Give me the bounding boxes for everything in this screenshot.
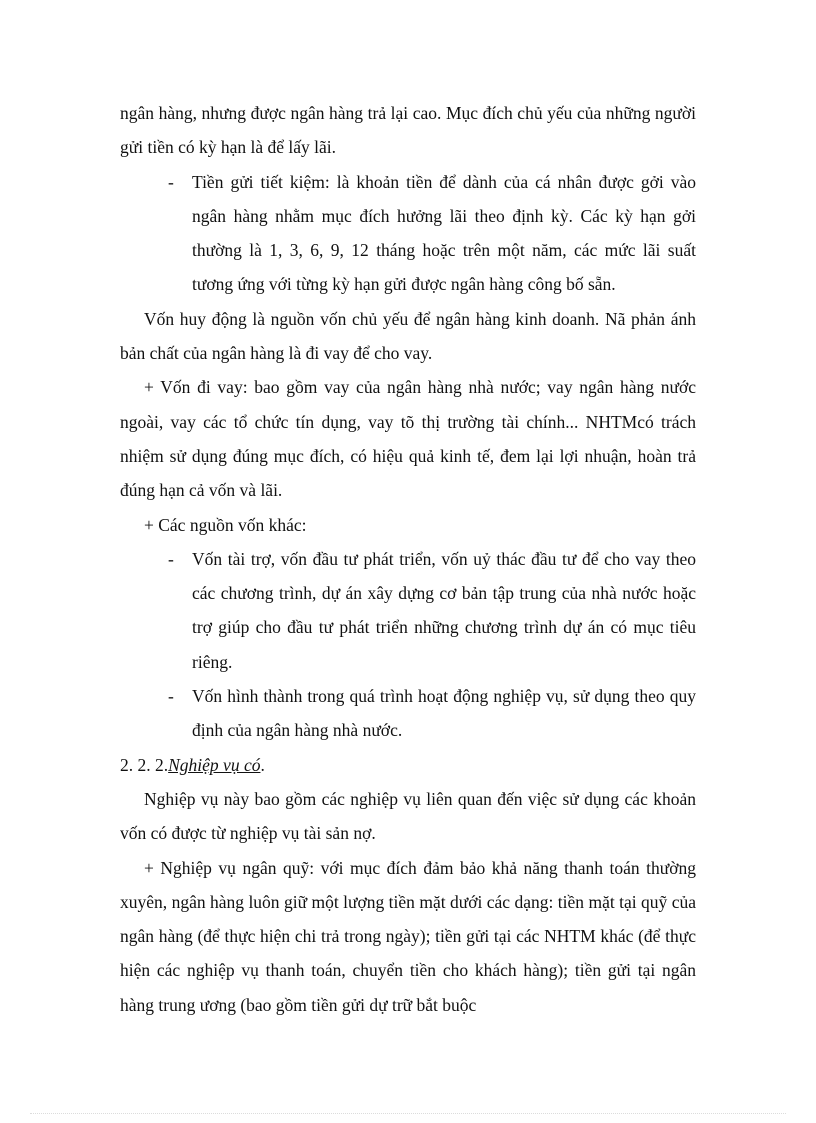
bullet-text: Vốn hình thành trong quá trình hoạt động nghiệp vụ, sử dụng theo quy định của ngân hàng nhà nước.: [192, 686, 696, 741]
bullet-operational-capital: [120, 679, 696, 748]
bullet-text: Vốn tài trợ, vốn đầu tư phát triển, vốn uỷ thác đầu tư để cho vay theo các chương trình, dự án xây dựng cơ bản tập trung của nhà nước hoặc trợ giúp cho đầu tư phát triển những chương trình dự án có mục tiêu riêng.: [192, 548, 696, 672]
bullet-savings-deposit: [120, 165, 696, 302]
bullet-dash: -: [168, 171, 174, 192]
paragraph-borrowed-capital: + Vốn đi vay: bao gồm vay của ngân hàng nhà nước; vay ngân hàng nước ngoài, vay các tổ chức tín dụng, vay tõ thị trường tài chính... NHTMcó trách nhiệm sử dụng đúng mục đích, có hiệu quả kinh tế, đem lại lợi nhuận, hoàn trả đúng hạn cả vốn và lãi.: [120, 377, 696, 501]
section-heading: [120, 748, 696, 782]
document-body: [120, 96, 696, 1022]
paragraph-term-deposit-end: ngân hàng, nhưng được ngân hàng trả lại cao. Mục đích chủ yếu của những người gửi tiền có kỳ hạn là để lấy lãi.: [120, 103, 696, 158]
bullet-dash: -: [168, 686, 174, 707]
bullet-dash: -: [168, 548, 174, 569]
section-number: 2. 2. 2.: [120, 754, 169, 775]
paragraph-mobilized-capital: Vốn huy động là nguồn vốn chủ yếu để ngân hàng kinh doanh. Nã phản ánh bản chất của ngân hàng là đi vay để cho vay.: [120, 308, 696, 364]
section-suffix: .: [260, 754, 265, 775]
bullet-sponsored-capital: [120, 542, 696, 679]
bullet-text: Tiền gửi tiết kiệm: là khoản tiền để dành của cá nhân được gởi vào ngân hàng nhằm mục đích hưởng lãi theo định kỳ. Các kỳ hạn gởi thường là 1, 3, 6, 9, 12 tháng hoặc trên một năm, các mức lãi suất tương ứng với từng kỳ hạn gửi được ngân hàng công bố sẵn.: [192, 171, 696, 295]
paragraph-other-sources: + Các nguồn vốn khác:: [144, 514, 307, 535]
paragraph-treasury-operations: + Nghiệp vụ ngân quỹ: với mục đích đảm bảo khả năng thanh toán thường xuyên, ngân hàng luôn giữ một lượng tiền mặt dưới các dạng: tiền mặt tại quỹ của ngân hàng (để thực hiện chi trả trong ngày); tiền gửi tại các NHTM khác (để thực hiện các nghiệp vụ thanh toán, chuyển tiền cho khách hàng); tiền gửi tại ngân hàng trung ương (bao gồm tiền gửi dự trữ bắt buộc: [120, 857, 696, 1015]
page-bottom-border: [30, 1113, 786, 1114]
section-title: Nghiệp vụ có: [168, 754, 261, 775]
paragraph-asset-operations: Nghiệp vụ này bao gồm các nghiệp vụ liên quan đến việc sử dụng các khoản vốn có được từ nghiệp vụ tài sản nợ.: [120, 788, 696, 844]
